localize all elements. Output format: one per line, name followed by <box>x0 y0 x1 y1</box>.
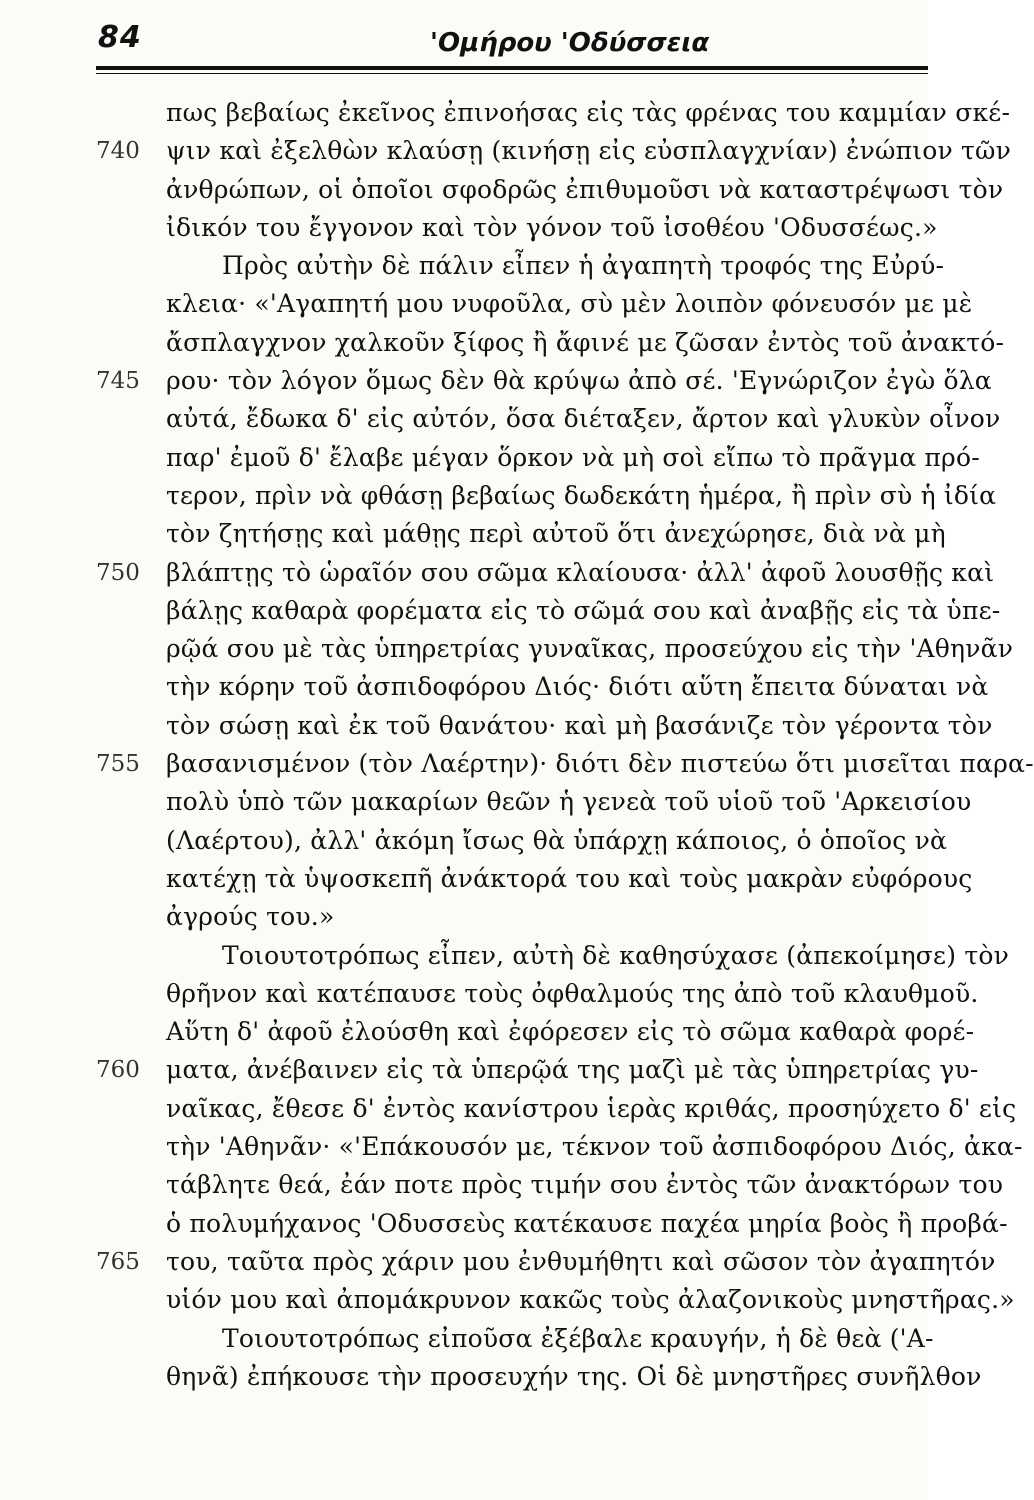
line-text: ρου· τὸν λόγον ὅμως δὲν θὰ κρύψω ἀπὸ σέ. 'Εγνώριζον ἐγὼ ὅλα <box>166 366 992 396</box>
line-text: Αὕτη δ' ἀφοῦ ἐλούσθη καὶ ἐφόρεσεν εἰς τὸ σῶμα καθαρὰ φορέ- <box>166 1017 975 1047</box>
line-text: Πρὸς αὐτὴν δὲ πάλιν εἶπεν ἡ ἀγαπητὴ τροφός της Εὐρύ- <box>222 251 945 281</box>
text-line <box>0 860 973 898</box>
text-line <box>0 1243 996 1281</box>
line-text: αὐτά, ἔδωκα δ' εἰς αὐτόν, ὅσα διέταξεν, ἄρτον καὶ γλυκὺν οἶνον <box>166 404 1001 434</box>
text-line <box>0 592 1001 630</box>
text-line <box>0 285 973 323</box>
line-text: ἀγρούς του.» <box>166 902 335 932</box>
line-text: ἀνθρώπων, οἱ ὁποῖοι σφοδρῶς ἐπιθυμοῦσι νὰ καταστρέψωσι τὸν <box>166 174 1004 204</box>
line-text: βλάπτῃς τὸ ὡραῖόν σου σῶμα κλαίουσα· ἀλλ' ἀφοῦ λουσθῇς καὶ <box>166 557 995 587</box>
line-text: ρῷά σου μὲ τὰς ὑπηρετρίας γυναῖκας, προσεύχου εἰς τὴν 'Αθηνᾶν <box>166 634 1014 664</box>
text-line <box>0 630 1014 668</box>
text-line <box>0 1358 982 1396</box>
line-text: πως βεβαίως ἐκεῖνος ἐπινοήσας εἰς τὰς φρένας του καμμίαν σκέ- <box>166 98 1011 127</box>
text-line <box>0 1013 975 1051</box>
running-head: 'Ομήρου 'Οδύσσεια <box>430 28 710 58</box>
line-text: θηνᾶ) ἐπήκουσε τὴν προσευχήν της. Οἱ δὲ μνηστῆρες συνῆλθον <box>166 1361 982 1391</box>
line-text: τὴν κόρην τοῦ ἀσπιδοφόρου Διός· διότι αὕτη ἔπειτα δύναται νὰ <box>166 672 989 702</box>
line-text: τὸν σώσῃ καὶ ἐκ τοῦ θανάτου· καὶ μὴ βασάνιζε τὸν γέροντα τὸν <box>166 710 993 740</box>
text-line <box>0 822 948 860</box>
verse-text-block <box>0 94 1034 1396</box>
header-rule <box>96 66 928 70</box>
line-text: θρῆνον καὶ κατέπαυσε τοὺς ὀφθαλμούς της ἀπὸ τοῦ κλαυθμοῦ. <box>166 978 979 1008</box>
line-number: 760 <box>96 1057 140 1084</box>
text-line <box>0 324 1005 362</box>
line-text: τάβλητε θεά, ἐάν ποτε πρὸς τιμήν σου ἐντὸς τῶν ἀνακτόρων του <box>166 1170 1004 1200</box>
text-line <box>0 1128 1023 1166</box>
line-text: τὴν 'Αθηνᾶν· «'Επάκουσόν με, τέκνον τοῦ ἀσπιδοφόρου Διός, ἀκα- <box>166 1132 1023 1162</box>
line-text: παρ' ἐμοῦ δ' ἔλαβε μέγαν ὅρκον νὰ μὴ σοὶ εἴπω τὸ πρᾶγμα πρό- <box>166 442 980 472</box>
text-line <box>0 477 997 515</box>
text-line <box>0 132 1012 170</box>
text-line <box>0 171 1004 209</box>
text-line <box>0 1090 1017 1128</box>
header-rule-thin <box>96 73 928 74</box>
line-text: Τοιουτοτρόπως εἰποῦσα ἐξέβαλε κραυγήν, ἡ δὲ θεὰ ('Α- <box>222 1323 934 1353</box>
line-number: 745 <box>96 368 140 395</box>
line-text: κλεια· «'Αγαπητή μου νυφοῦλα, σὺ μὲν λοιπὸν φόνευσόν με μὲ <box>166 289 973 319</box>
text-line <box>0 745 1034 783</box>
line-text: του, ταῦτα πρὸς χάριν μου ἐνθυμήθητι καὶ σῶσον τὸν ἀγαπητόν <box>166 1246 996 1276</box>
text-line <box>0 362 992 400</box>
text-line <box>0 898 928 936</box>
text-line <box>0 707 993 745</box>
line-text: κατέχῃ τὰ ὑψοσκεπῆ ἀνάκτορά του καὶ τοὺς μακρὰν εὐφόρους <box>166 863 973 893</box>
text-line <box>0 439 980 477</box>
line-text: ματα, ἀνέβαινεν εἰς τὰ ὑπερῷά της μαζὶ μὲ τὰς ὑπηρετρίας γυ- <box>166 1055 979 1085</box>
line-text: ὁ πολυμήχανος 'Οδυσσεὺς κατέκαυσε παχέα μηρία βοὸς ἢ προβά- <box>166 1208 1008 1238</box>
text-line <box>0 247 945 285</box>
text-line <box>0 1205 1008 1243</box>
line-text: βάλῃς καθαρὰ φορέματα εἰς τὸ σῶμά σου καὶ ἀναβῇς εἰς τὰ ὑπε- <box>166 595 1001 625</box>
text-line <box>0 783 972 821</box>
page-header <box>0 14 928 74</box>
line-number: 740 <box>96 138 140 165</box>
line-text: ναῖκας, ἔθεσε δ' ἐντὸς κανίστρου ἱερὰς κριθάς, προσηύχετο δ' εἰς <box>166 1093 1017 1123</box>
text-line <box>0 209 938 247</box>
text-line <box>0 1051 979 1089</box>
text-line <box>0 400 1001 438</box>
line-text: βασανισμένον (τὸν Λαέρτην)· διότι δὲν πιστεύω ὅτι μισεῖται παρα- <box>166 749 1034 779</box>
text-line <box>0 554 995 592</box>
line-text: (Λαέρτου), ἀλλ' ἀκόμη ἴσως θὰ ὑπάρχῃ κάποιος, ὁ ὁποῖος νὰ <box>166 825 948 855</box>
text-line <box>0 975 979 1013</box>
line-text: υἱόν μου καὶ ἀπομάκρυνον κακῶς τοὺς ἀλαζονικοὺς μνηστῆρας.» <box>166 1285 1015 1315</box>
line-text: Τοιουτοτρόπως εἶπεν, αὐτὴ δὲ καθησύχασε (ἀπεκοίμησε) τὸν <box>222 940 1009 970</box>
line-text: τερον, πρὶν νὰ φθάσῃ βεβαίως δωδεκάτη ἡμέρα, ἢ πρὶν σὺ ἡ ἰδία <box>166 480 997 510</box>
text-line <box>0 668 989 706</box>
page-number: 84 <box>98 20 142 55</box>
text-line <box>0 1166 1004 1204</box>
line-text: τὸν ζητήσῃς καὶ μάθῃς περὶ αὐτοῦ ὅτι ἀνεχώρησε, διὰ νὰ μὴ <box>166 519 946 549</box>
line-number: 765 <box>96 1248 140 1275</box>
text-line <box>0 515 946 553</box>
text-line <box>0 937 1009 975</box>
text-line <box>0 1320 934 1358</box>
line-text: ἰδικόν του ἔγγονον καὶ τὸν γόνον τοῦ ἰσοθέου 'Οδυσσέως.» <box>166 212 938 242</box>
line-number: 755 <box>96 751 140 778</box>
text-line <box>0 94 1011 132</box>
line-text: πολὺ ὑπὸ τῶν μακαρίων θεῶν ἡ γενεὰ τοῦ υἱοῦ τοῦ 'Αρκεισίου <box>166 787 972 817</box>
line-number: 750 <box>96 559 140 586</box>
line-text: ψιν καὶ ἐξελθὼν κλαύσῃ (κινήσῃ εἰς εὐσπλαγχνίαν) ἐνώπιον τῶν <box>166 136 1012 166</box>
text-line <box>0 1281 1015 1319</box>
line-text: ἄσπλαγχνον χαλκοῦν ξίφος ἢ ἄφινέ με ζῶσαν ἐντὸς τοῦ ἀνακτό- <box>166 327 1005 357</box>
